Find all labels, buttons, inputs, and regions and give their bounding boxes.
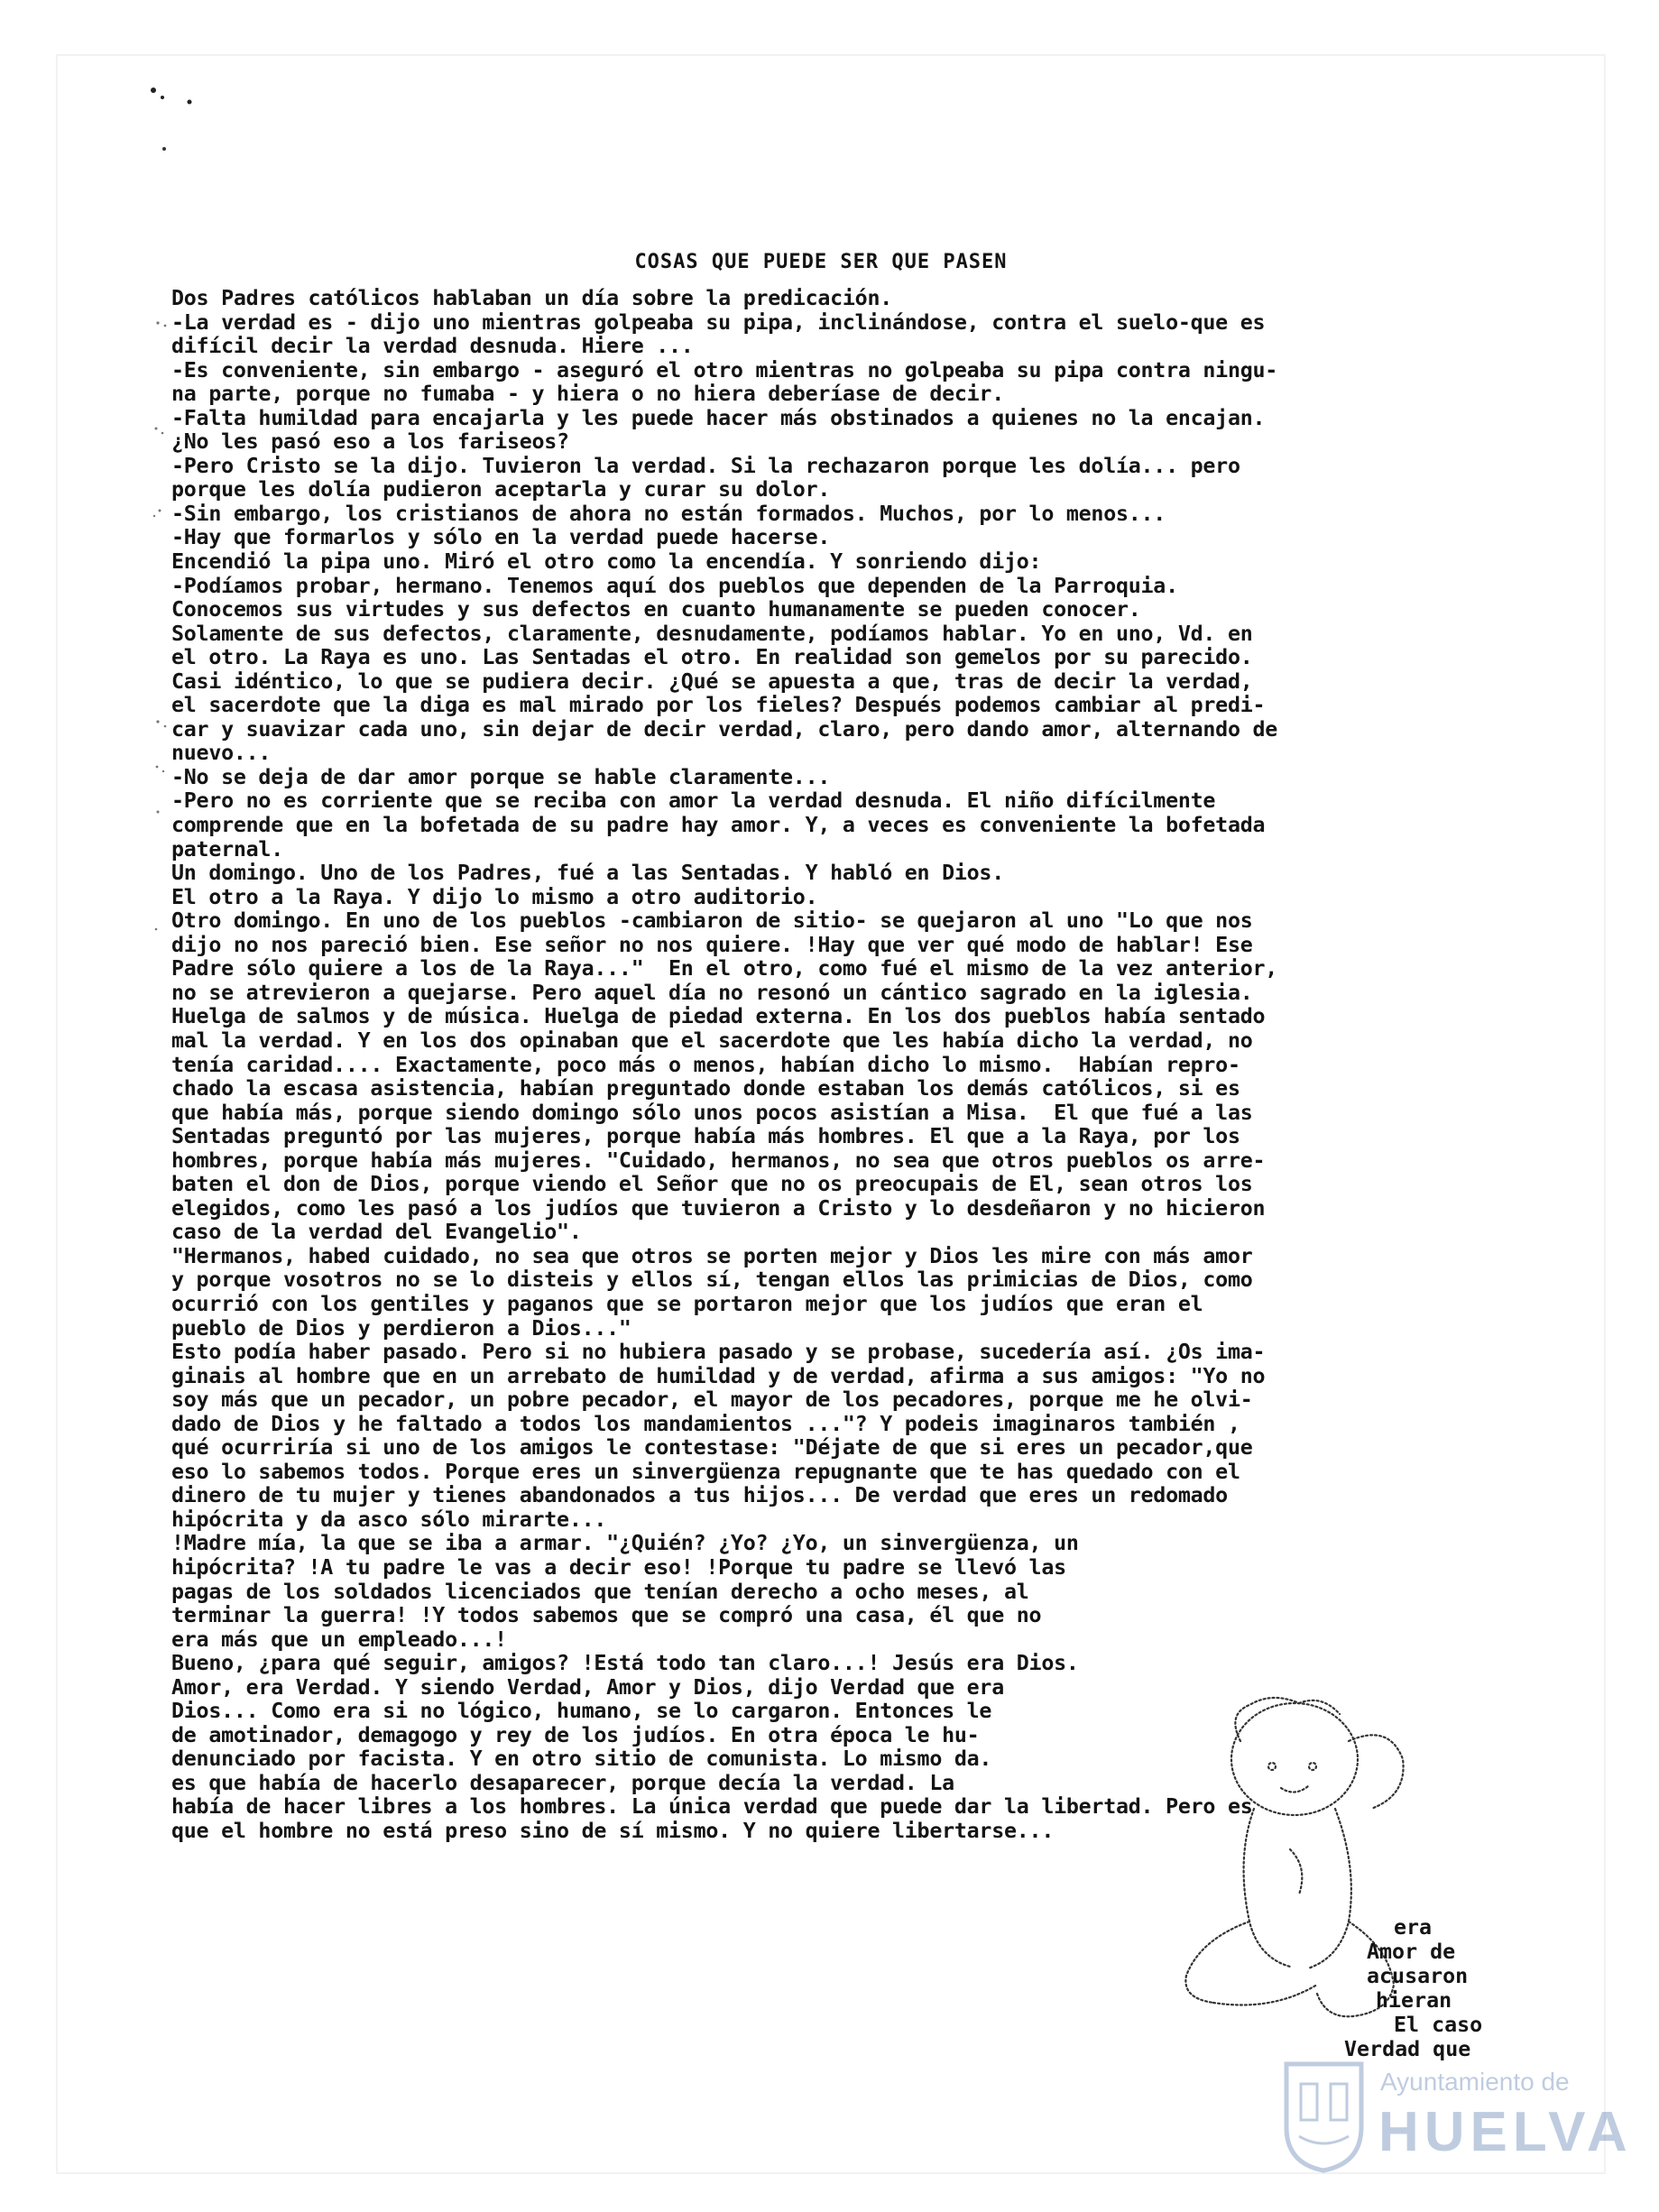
text-line: Esto podía haber pasado. Pero si no hubiera pasado y se probase, sucedería así. ¿Os ima- <box>171 1340 1266 1365</box>
text-line: -Pero Cristo se la dijo. Tuvieron la verdad. Si la rechazaron porque les dolía... pero <box>171 453 1240 478</box>
text-line: -Hay que formarlos y sólo en la verdad puede hacerse. <box>171 525 831 550</box>
archive-watermark <box>1281 2048 1633 2183</box>
text-line: dinero de tu mujer y tienes abandonados a tus hijos... De verdad que eres un redomado <box>171 1483 1228 1508</box>
text-line: había de hacer libres a los hombres. La única verdad que puede dar la libertad. Pero es <box>171 1794 1253 1820</box>
text-line: Huelga de salmos y de música. Huelga de piedad externa. En los dos pueblos había sentado <box>171 1004 1266 1029</box>
text-line: hombres, porque había más mujeres. "Cuidado, hermanos, no sea que otros pueblos os arre- <box>171 1147 1266 1173</box>
text-line: pueblo de Dios y perdieron a Dios..." <box>171 1315 631 1341</box>
text-line: -Pero no es corriente que se reciba con amor la verdad desnuda. El niño difícilmente <box>171 788 1216 814</box>
side-word: El caso <box>1394 2013 1483 2037</box>
text-line: y porque vosotros no se lo disteis y ellos sí, tengan ellos las primicias de Dios, como <box>171 1267 1253 1293</box>
text-line: -Sin embargo, los cristianos de ahora no están formados. Muchos, por lo menos... <box>171 501 1166 526</box>
text-line: chado la escasa asistencia, habían preguntado donde estaban los demás católicos, si es <box>171 1076 1240 1101</box>
text-line: de amotinador, demagogo y rey de los judíos. En otra época le hu- <box>171 1722 980 1747</box>
text-line: difícil decir la verdad desnuda. Hiere ... <box>171 334 694 359</box>
text-line: Dios... Como era si no lógico, humano, se lo cargaron. Entonces le <box>171 1699 992 1724</box>
text-line: Encendió la pipa uno. Miró el otro como la encendía. Y sonriendo dijo: <box>171 549 1042 575</box>
text-line: Un domingo. Uno de los Padres, fué a las Sentadas. Y habló en Dios. <box>171 861 1004 886</box>
text-line: era más que un empleado...! <box>171 1627 507 1652</box>
text-line: elegidos, como les pasó a los judíos que tuvieron a Cristo y lo desdeñaron y no hicieron <box>171 1195 1266 1221</box>
text-line: qué ocurriría si uno de los amigos le contestase: "Déjate de que si eres un pecador,que <box>171 1435 1253 1461</box>
text-line: porque les dolía pudieron aceptarla y curar su dolor. <box>171 477 831 502</box>
text-line: tenía caridad.... Exactamente, poco más o menos, habían dicho lo mismo. Habían repro- <box>171 1052 1240 1077</box>
city-shield-icon <box>1281 2057 1367 2174</box>
side-word: Verdad que <box>1344 2037 1471 2061</box>
text-line: es que había de hacerlo desaparecer, porque decía la verdad. La <box>171 1770 954 1795</box>
document-title: COSAS QUE PUEDE SER QUE PASEN <box>634 251 1008 273</box>
text-line: Solamente de sus defectos, claramente, desnudamente, podíamos hablar. Yo en uno, Vd. en <box>171 621 1253 646</box>
side-word: era <box>1394 1915 1433 1940</box>
side-word: acusaron <box>1367 1964 1469 1988</box>
text-line: dado de Dios y he faltado a todos los mandamientos ..."? Y podeis imaginaros también , <box>171 1411 1240 1436</box>
text-line: ocurrió con los gentiles y paganos que se portaron mejor que los judíos que eran el <box>171 1291 1203 1316</box>
text-line: baten el don de Dios, porque viendo el Señor que no os preocupais de El, sean otros los <box>171 1172 1253 1197</box>
text-line: car y suavizar cada uno, sin dejar de decir verdad, claro, pero dando amor, alternando de <box>171 716 1278 742</box>
text-line: Sentadas preguntó por las mujeres, porque había más hombres. El que a la Raya, por los <box>171 1124 1240 1149</box>
text-line: -Podíamos probar, hermano. Tenemos aquí dos pueblos que dependen de la Parroquia. <box>171 573 1178 598</box>
text-line: hipócrita y da asco sólo mirarte... <box>171 1507 607 1532</box>
text-line: na parte, porque no fumaba - y hiera o no hiera deberíase de decir. <box>171 382 1004 407</box>
text-line: ¿No les pasó eso a los fariseos? <box>171 429 569 455</box>
text-line: denunciado por facista. Y en otro sitio de comunista. Lo mismo da. <box>171 1747 992 1772</box>
text-line: caso de la verdad del Evangelio". <box>171 1220 582 1245</box>
text-line: !Madre mía, la que se iba a armar. "¿Quién? ¿Yo? ¿Yo, un sinvergüenza, un <box>171 1531 1079 1556</box>
text-line: mal la verdad. Y en los dos opinaban que el sacerdote que les había dicho la verdad, no <box>171 1028 1253 1053</box>
text-line: paternal. <box>171 836 283 862</box>
text-line: "Hermanos, habed cuidado, no sea que otros se porten mejor y Dios les mire con más amor <box>171 1243 1253 1268</box>
text-line: hipócrita? !A tu padre le vas a decir eso! !Porque tu padre se llevó las <box>171 1554 1066 1580</box>
text-line: que el hombre no está preso sino de sí mismo. Y no quiere libertarse... <box>171 1819 1055 1843</box>
text-line: Casi idéntico, lo que se pudiera decir. ¿Qué se apuesta a que, tras de decir la verdad, <box>171 668 1253 694</box>
text-line: Dos Padres católicos hablaban un día sobre la predicación. <box>171 287 893 310</box>
text-line: nuevo... <box>171 741 272 766</box>
text-line: Conocemos sus virtudes y sus defectos en cuanto humanamente se pueden conocer. <box>171 597 1141 622</box>
side-word: Amor de <box>1367 1940 1456 1964</box>
text-line: Padre sólo quiere a los de la Raya..." En el otro, como fué el mismo de la vez anterior, <box>171 956 1278 982</box>
watermark-line2: HUELVA <box>1378 2101 1633 2163</box>
ink-specks <box>135 77 207 158</box>
text-line: pagas de los soldados licenciados que tenían derecho a ocho meses, al <box>171 1579 1029 1604</box>
text-line: El otro a la Raya. Y dijo lo mismo a otro auditorio. <box>171 884 818 909</box>
text-line: terminar la guerra! !Y todos sabemos que se compró una casa, él que no <box>171 1603 1042 1628</box>
text-line: el sacerdote que la diga es mal mirado por los fieles? Después podemos cambiar al predi- <box>171 693 1266 718</box>
text-line: -Falta humildad para encajarla y les puede hacer más obstinados a quienes no la encajan. <box>171 405 1266 430</box>
text-line: dijo no nos pareció bien. Ese señor no nos quiere. !Hay que ver qué modo de hablar! Ese <box>171 932 1253 957</box>
text-line: Otro domingo. En uno de los pueblos -cambiaron de sitio- se quejaron al uno "Lo que nos <box>171 908 1253 934</box>
text-line: Amor, era Verdad. Y siendo Verdad, Amor y Dios, dijo Verdad que era <box>171 1674 1004 1700</box>
watermark-line1: Ayuntamiento de <box>1380 2068 1570 2096</box>
text-line: -Es conveniente, sin embargo - aseguró el otro mientras no golpeaba su pipa contra ningu- <box>171 357 1278 382</box>
text-line: el otro. La Raya es uno. Las Sentadas el otro. En realidad son gemelos por su parecido. <box>171 645 1253 670</box>
text-line: soy más que un pecador, un pobre pecador, el mayor de los pecadores, porque me he olvi- <box>171 1387 1253 1413</box>
text-line: -No se deja de dar amor porque se hable claramente... <box>171 764 831 789</box>
text-line: ginais al hombre que en un arrebato de humildad y de verdad, afirma a sus amigos: "Yo no <box>171 1363 1266 1388</box>
text-line: Bueno, ¿para qué seguir, amigos? !Está todo tan claro...! Jesús era Dios. <box>171 1651 1079 1676</box>
side-word: hieran <box>1376 1988 1452 2013</box>
text-line: que había más, porque siendo domingo sólo unos pocos asistían a Misa. El que fué a las <box>171 1100 1253 1125</box>
text-line: -La verdad es - dijo uno mientras golpeaba su pipa, inclinándose, contra el suelo-que es <box>171 309 1266 335</box>
text-line: no se atrevieron a quejarse. Pero aquel día no resonó un cántico sagrado en la iglesia. <box>171 980 1253 1005</box>
text-line: comprende que en la bofetada de su padre hay amor. Y, a veces es conveniente la bofetada <box>171 813 1266 838</box>
text-line: eso lo sabemos todos. Porque eres un sinvergüenza repugnante que te has quedado con el <box>171 1459 1240 1484</box>
